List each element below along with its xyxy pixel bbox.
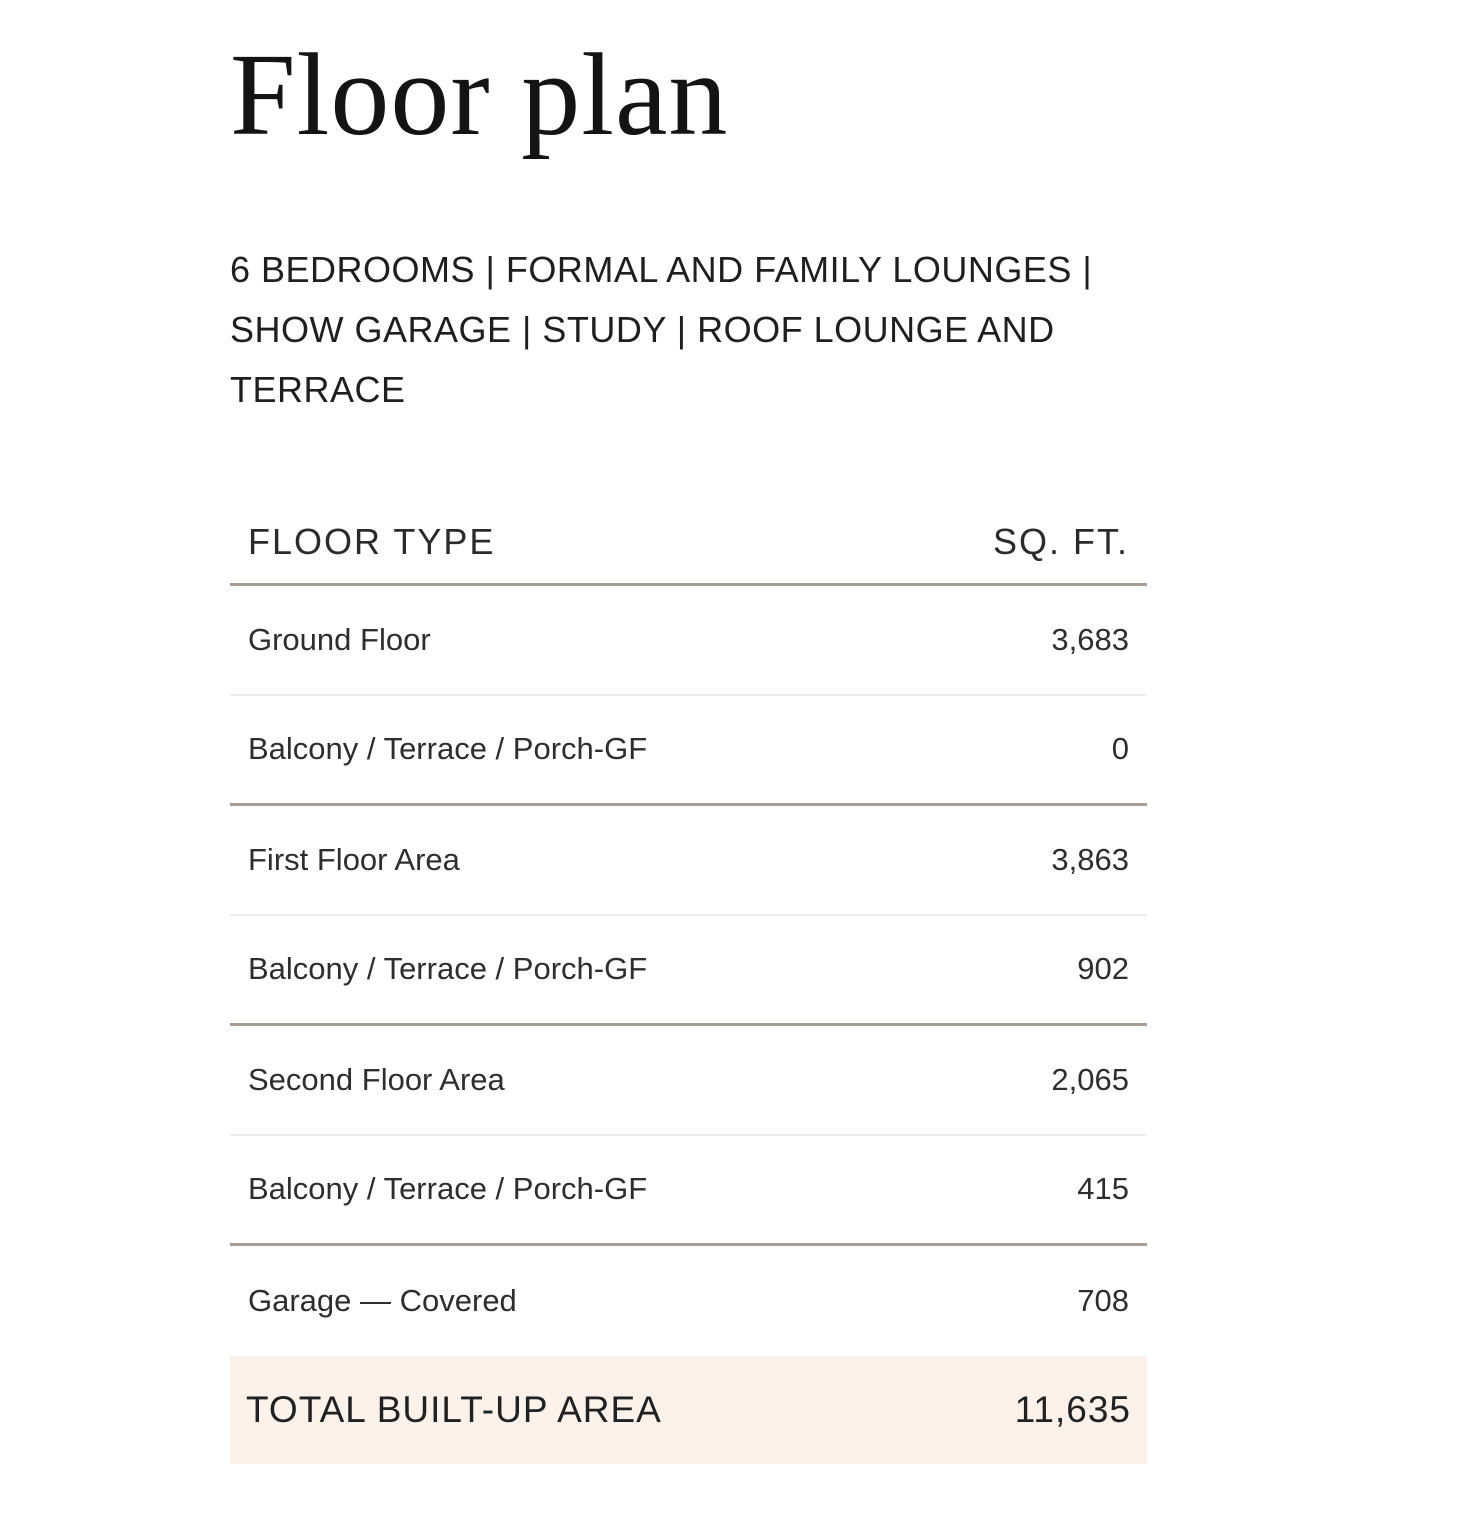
floor-type-cell: Balcony / Terrace / Porch-GF [248,731,648,767]
floor-type-cell: Second Floor Area [248,1061,505,1097]
total-label: TOTAL BUILT-UP AREA [246,1388,662,1430]
table-row [230,696,1147,806]
total-value: 11,635 [1014,1388,1131,1430]
sq-ft-cell: 2,065 [1051,1061,1129,1097]
sq-ft-cell: 902 [1077,951,1129,987]
sq-ft-cell: 708 [1077,1282,1129,1318]
floor-area-table [230,502,1147,1464]
column-header-sq-ft: SQ. FT. [992,521,1129,563]
table-row [230,806,1147,916]
table-header-row [230,502,1147,586]
table-row [230,1246,1147,1356]
feature-summary: 6 BEDROOMS | FORMAL AND FAMILY LOUNGES | SHOW GARAGE | STUDY | ROOF LOUNGE AND TERRACE [230,248,1093,410]
table-row [230,916,1147,1026]
sq-ft-cell: 0 [1111,731,1129,767]
column-header-floor-type: FLOOR TYPE [248,521,496,563]
floor-type-cell: Balcony / Terrace / Porch-GF [248,951,648,987]
table-row [230,586,1147,696]
table-row [230,1026,1147,1136]
floor-type-cell: First Floor Area [248,841,460,877]
floor-type-cell: Garage — Covered [248,1282,517,1318]
sq-ft-cell: 3,863 [1051,841,1129,877]
floor-type-cell: Balcony / Terrace / Porch-GF [248,1171,648,1207]
page-title: Floor plan [230,29,729,160]
sq-ft-cell: 3,683 [1051,621,1129,657]
sq-ft-cell: 415 [1077,1171,1129,1207]
table-row [230,1136,1147,1246]
floor-type-cell: Ground Floor [248,621,431,657]
total-built-up-area-row [230,1356,1147,1464]
floor-plan-section [230,24,1145,1464]
